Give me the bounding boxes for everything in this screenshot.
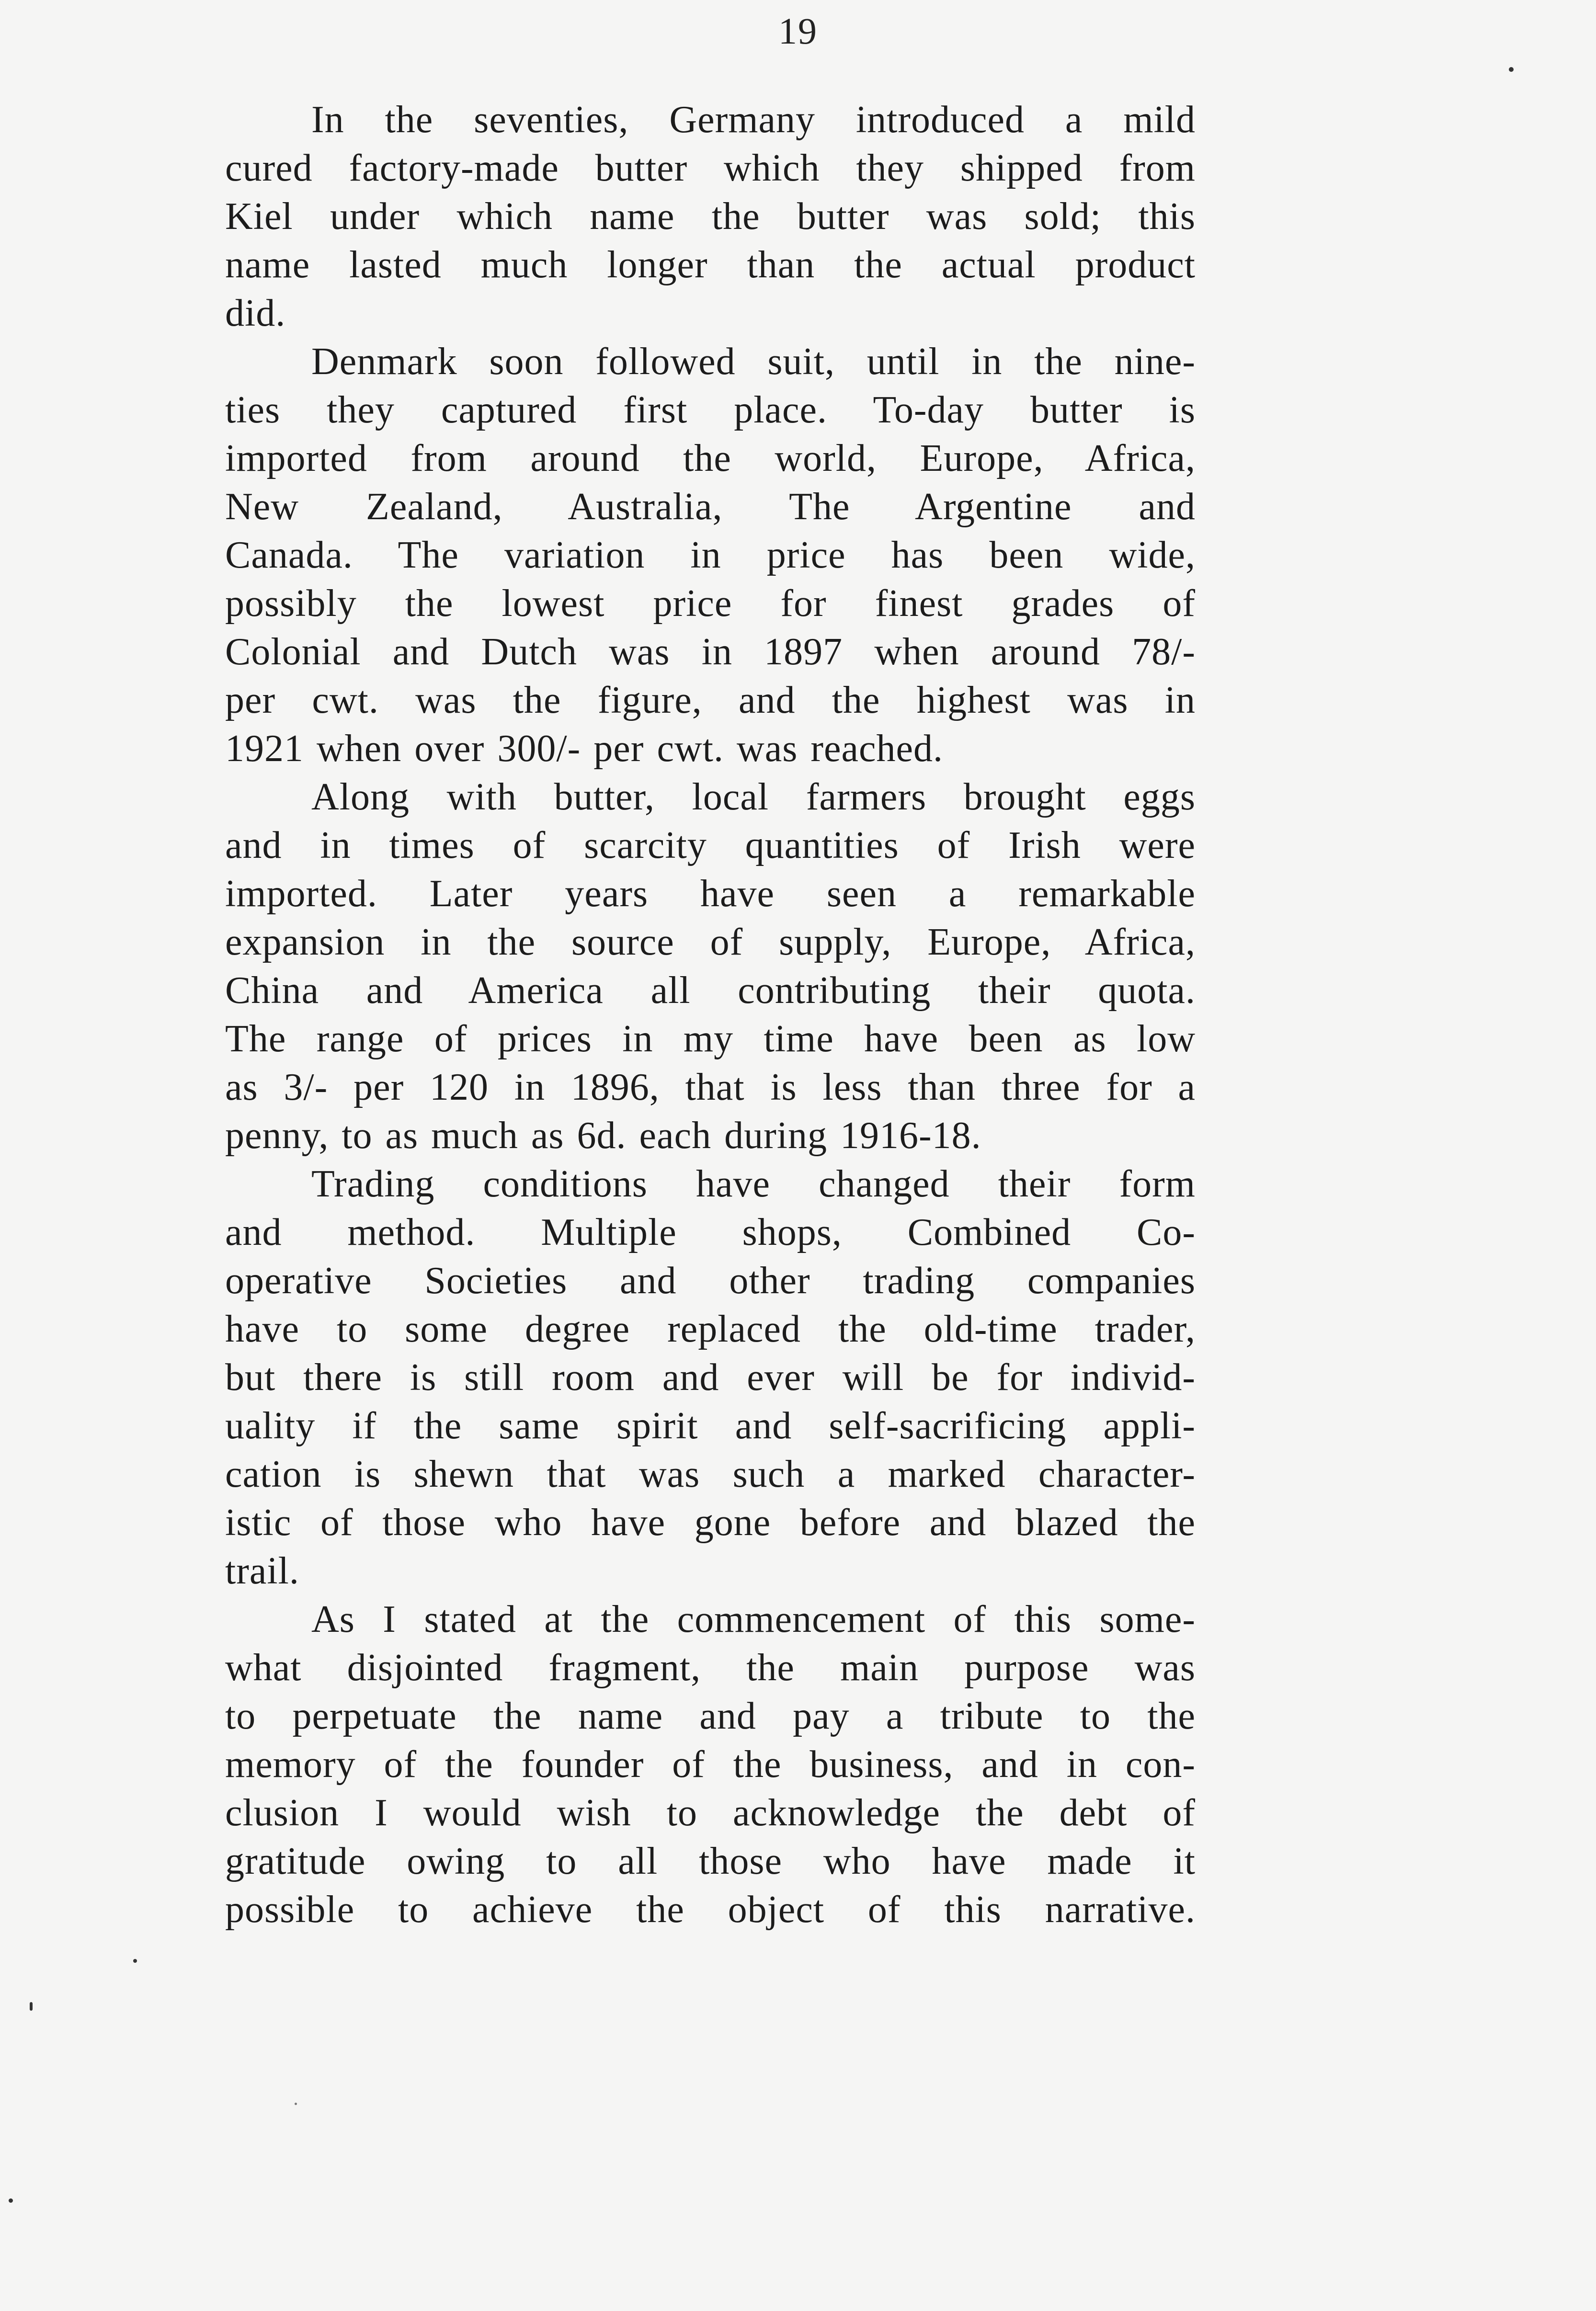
text-line: possibly the lowest price for finest grades of (225, 582, 1196, 625)
scan-speck (133, 1959, 137, 1963)
text-line: per cwt. was the figure, and the highest was in (225, 679, 1196, 721)
text-line: what disjointed fragment, the main purpose was (225, 1647, 1196, 1689)
scan-speck (295, 2103, 297, 2105)
text-line: imported. Later years have seen a remarkable (225, 873, 1196, 915)
paragraph-germany-butter (225, 96, 1196, 338)
text-line: name lasted much longer than the actual product (225, 244, 1196, 286)
text-line: New Zealand, Australia, The Argentine and (225, 486, 1196, 528)
text-line: expansion in the source of supply, Europe, Africa, (225, 921, 1196, 963)
text-line: possible to achieve the object of this narrative. (225, 1889, 1196, 1931)
text-line: gratitude owing to all those who have made it (225, 1840, 1196, 1882)
text-line: ties they captured first place. To-day butter is (225, 389, 1196, 431)
text-line: Trading conditions have changed their form (311, 1163, 1196, 1205)
paragraph-denmark-prices (225, 338, 1196, 773)
text-line: Colonial and Dutch was in 1897 when around 78/- (225, 631, 1196, 673)
text-line: cation is shewn that was such a marked character- (225, 1453, 1196, 1495)
text-line: uality if the same spirit and self-sacrificing appli- (225, 1405, 1196, 1447)
text-line: In the seventies, Germany introduced a mild (311, 99, 1196, 141)
scan-speck (1509, 67, 1514, 72)
text-line: to perpetuate the name and pay a tribute to the (225, 1695, 1196, 1737)
text-line: cured factory-made butter which they shipped from (225, 147, 1196, 189)
paragraph-conclusion (225, 1595, 1196, 1934)
text-line: The range of prices in my time have been as low (225, 1018, 1196, 1060)
text-line: operative Societies and other trading companies (225, 1260, 1196, 1302)
text-line: have to some degree replaced the old-time trader, (225, 1308, 1196, 1350)
text-line: Kiel under which name the butter was sold; this (225, 195, 1196, 238)
text-line: Canada. The variation in price has been wide, (225, 534, 1196, 576)
scan-speck (30, 2002, 33, 2011)
text-line: and in times of scarcity quantities of Irish were (225, 824, 1196, 866)
paragraph-trading-conditions (225, 1160, 1196, 1595)
text-line: imported from around the world, Europe, Africa, (225, 437, 1196, 479)
text-line: did. (225, 292, 286, 334)
body-text (225, 96, 1196, 1934)
text-line: clusion I would wish to acknowledge the debt of (225, 1792, 1196, 1834)
text-line: 1921 when over 300/- per cwt. was reached. (225, 728, 944, 770)
text-line: trail. (225, 1550, 299, 1592)
scan-speck (9, 2198, 13, 2203)
text-line: and method. Multiple shops, Combined Co- (225, 1211, 1196, 1253)
text-line: China and America all contributing their quota. (225, 969, 1196, 1012)
text-line: Along with butter, local farmers brought eggs (311, 776, 1196, 818)
text-line: As I stated at the commencement of this some- (311, 1598, 1196, 1640)
text-line: istic of those who have gone before and blazed the (225, 1502, 1196, 1544)
text-line: but there is still room and ever will be for individ- (225, 1356, 1196, 1399)
text-line: memory of the founder of the business, and in con- (225, 1743, 1196, 1786)
text-line: as 3/- per 120 in 1896, that is less than three for a (225, 1066, 1196, 1108)
page-number: 19 (778, 10, 818, 52)
text-line: penny, to as much as 6d. each during 1916-18. (225, 1115, 981, 1157)
paragraph-eggs (225, 773, 1196, 1160)
text-line: Denmark soon followed suit, until in the nine- (311, 341, 1196, 383)
